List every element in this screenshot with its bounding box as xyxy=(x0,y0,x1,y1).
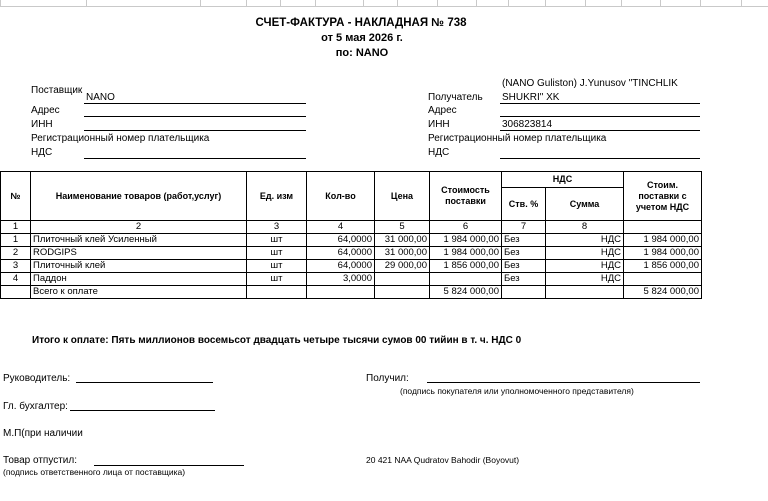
row-num: 1 xyxy=(1,234,31,247)
col-header-vat-rate: Ств. % xyxy=(502,188,546,221)
supplier-inn-label: ИНН xyxy=(31,119,53,130)
received-label: Получил: xyxy=(366,373,409,384)
row-price xyxy=(375,273,430,286)
row-total: 1 856 000,00 xyxy=(624,260,702,273)
row-unit: шт xyxy=(247,260,307,273)
recipient-vat-line xyxy=(500,158,700,159)
row-unit: шт xyxy=(247,273,307,286)
row-name: Плиточный клей xyxy=(31,260,247,273)
accountant-label: Гл. бухгалтер: xyxy=(3,401,68,412)
row-total: 1 984 000,00 xyxy=(624,234,702,247)
row-qty: 64,0000 xyxy=(307,247,375,260)
recipient-reg-label: Регистрационный номер плательщика xyxy=(428,133,607,144)
table-row xyxy=(1,247,702,260)
row-vat-sum: НДС xyxy=(546,247,624,260)
col-number xyxy=(624,221,702,234)
row-vat-rate: Без xyxy=(502,260,546,273)
row-num: 4 xyxy=(1,273,31,286)
row-qty: 64,0000 xyxy=(307,260,375,273)
row-num: 3 xyxy=(1,260,31,273)
col-number: 5 xyxy=(375,221,430,234)
col-number: 3 xyxy=(247,221,307,234)
col-header-total: Стоим. поставки с учетом НДС xyxy=(624,172,702,221)
summary-line: Итого к оплате: Пять миллионов восемьсот двадцать четыре тысячи сумов 00 тийин в т. ч. НДС 0 xyxy=(32,335,522,346)
col-header-cost: Стоимость поставки xyxy=(430,172,502,221)
col-header-price: Цена xyxy=(375,172,430,221)
recipient-value-2: SHUKRI" XK xyxy=(502,92,560,103)
row-price: 29 000,00 xyxy=(375,260,430,273)
released-signature-line xyxy=(94,465,244,466)
table-row xyxy=(1,260,702,273)
recipient-inn-line xyxy=(500,130,700,131)
row-num: 2 xyxy=(1,247,31,260)
released-note: (подпись ответственного лица от поставщика) xyxy=(3,467,186,477)
col-number: 8 xyxy=(546,221,624,234)
released-label: Товар отпустил: xyxy=(3,455,77,466)
row-total xyxy=(624,273,702,286)
table-row xyxy=(1,234,702,247)
head-signature-line xyxy=(76,382,213,383)
recipient-inn-value: 306823814 xyxy=(502,119,553,130)
row-name: Плиточный клей Усиленный xyxy=(31,234,247,247)
supplier-vat-label: НДС xyxy=(31,147,53,158)
row-vat-sum: НДС xyxy=(546,234,624,247)
total-sum: 5 824 000,00 xyxy=(624,286,702,299)
row-price: 31 000,00 xyxy=(375,234,430,247)
total-cost: 5 824 000,00 xyxy=(430,286,502,299)
recipient-address-label: Адрес xyxy=(428,105,457,116)
supplier-line xyxy=(84,103,306,104)
supplier-reg-label: Регистрационный номер плательщика xyxy=(31,133,210,144)
total-label: Всего к оплате xyxy=(31,286,247,299)
supplier-address-label: Адрес xyxy=(31,105,60,116)
row-name: RODGIPS xyxy=(31,247,247,260)
col-header-num: № xyxy=(1,172,31,221)
recipient-inn-label: ИНН xyxy=(428,119,450,130)
col-number: 1 xyxy=(1,221,31,234)
document-date: от 5 мая 2026 г. xyxy=(321,32,403,44)
col-header-vat-group: НДС xyxy=(502,172,624,188)
received-note: (подпись покупателя или уполномоченного представителя) xyxy=(400,386,634,396)
col-header-vat-sum: Сумма xyxy=(546,188,624,221)
table-total-row xyxy=(1,286,702,299)
row-vat-sum: НДС xyxy=(546,260,624,273)
col-number: 7 xyxy=(502,221,546,234)
supplier-inn-line xyxy=(84,130,306,131)
row-unit: шт xyxy=(247,247,307,260)
document-to: по: NANO xyxy=(335,47,389,59)
row-vat-rate: Без xyxy=(502,247,546,260)
sheet-grid-top xyxy=(0,0,768,7)
supplier-value: NANO xyxy=(86,92,115,103)
col-number: 6 xyxy=(430,221,502,234)
row-cost: 1 984 000,00 xyxy=(430,234,502,247)
row-qty: 64,0000 xyxy=(307,234,375,247)
recipient-line xyxy=(500,103,700,104)
row-cost: 1 984 000,00 xyxy=(430,247,502,260)
supplier-vat-line xyxy=(84,158,306,159)
row-total: 1 984 000,00 xyxy=(624,247,702,260)
proxy-line: 20 421 NAA Qudratov Bahodir (Boyovut) xyxy=(366,455,520,465)
row-cost: 1 856 000,00 xyxy=(430,260,502,273)
col-number: 2 xyxy=(31,221,247,234)
row-cost xyxy=(430,273,502,286)
document-title: СЧЕТ-ФАКТУРА - НАКЛАДНАЯ № 738 xyxy=(255,17,467,29)
row-unit: шт xyxy=(247,234,307,247)
row-vat-sum: НДС xyxy=(546,273,624,286)
row-name: Паддон xyxy=(31,273,247,286)
recipient-label: Получатель xyxy=(428,92,483,103)
supplier-address-line xyxy=(84,116,306,117)
recipient-value-1: (NANO Guliston) J.Yunusov "TINCHLIK xyxy=(502,78,678,89)
row-qty: 3,0000 xyxy=(307,273,375,286)
stamp-label: М.П(при наличии xyxy=(3,428,83,439)
head-label: Руководитель: xyxy=(3,373,71,384)
supplier-label: Поставщик xyxy=(31,85,83,96)
row-price: 31 000,00 xyxy=(375,247,430,260)
table-row xyxy=(1,273,702,286)
col-number: 4 xyxy=(307,221,375,234)
row-vat-rate: Без xyxy=(502,273,546,286)
invoice-table xyxy=(0,171,702,299)
col-header-unit: Ед. изм xyxy=(247,172,307,221)
row-vat-rate: Без xyxy=(502,234,546,247)
recipient-vat-label: НДС xyxy=(428,147,450,158)
recipient-address-line xyxy=(500,116,700,117)
col-header-name: Наименование товаров (работ,услуг) xyxy=(31,172,247,221)
accountant-signature-line xyxy=(70,410,215,411)
received-signature-line xyxy=(427,382,700,383)
col-header-qty: Кол-во xyxy=(307,172,375,221)
